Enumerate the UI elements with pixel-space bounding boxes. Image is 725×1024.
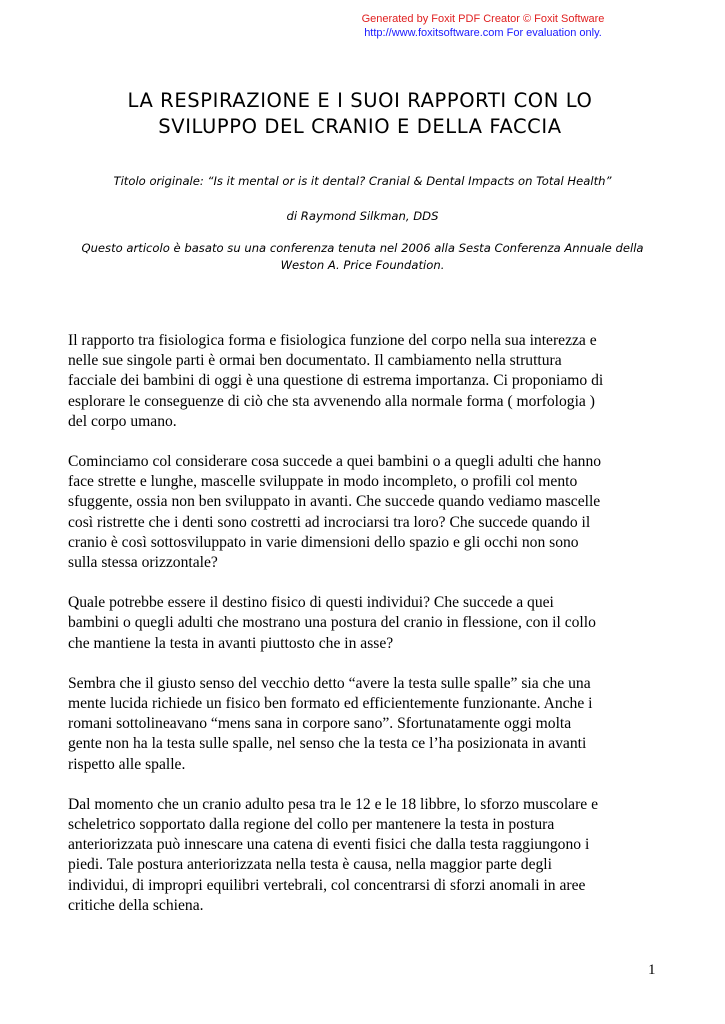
body-paragraph <box>68 674 668 775</box>
author-line <box>60 208 665 225</box>
paragraph-line: Cominciamo col considerare cosa succede a quei bambini o a quegli adulti che hanno <box>68 453 602 471</box>
paragraph-line: nelle sue singole parti è ormai ben documentato. Il cambiamento nella struttura <box>68 352 562 370</box>
paragraph-line: gente non ha la testa sulle spalle, nel senso che la testa ce l’ha posizionata in avanti <box>68 735 587 753</box>
paragraph-line: piedi. Tale postura anteriorizzata nella testa è causa, nella maggior parte degli <box>68 856 552 874</box>
paragraph-line: individui, di impropri equilibri vertebrali, col concentrarsi di sforzi anomali in aree <box>68 876 586 894</box>
paragraph-line: critiche della schiena. <box>68 896 204 914</box>
paragraph-line: mente lucida richiede un fisico ben formato ed efficientemente funzionante. Anche i <box>68 695 593 713</box>
title-line-1: LA RESPIRAZIONE E I SUOI RAPPORTI CON LO <box>127 89 593 112</box>
paragraph-line: scheletrico sopportato dalla regione del collo per mantenere la testa in postura <box>68 816 555 834</box>
source-note-line-2: Weston A. Price Foundation. <box>280 258 445 272</box>
paragraph-line: sfuggente, ossia non ben sviluppato in avanti. Che succede quando vediamo mascelle <box>68 493 601 511</box>
paragraph-line: Il rapporto tra fisiologica forma e fisiologica funzione del corpo nella sua interezza e <box>68 332 597 349</box>
paragraph-line: anteriorizzata può innescare una catena di eventi fisici che dalla testa raggiungono i <box>68 836 590 854</box>
body-paragraph <box>68 331 668 432</box>
article-body <box>68 331 668 936</box>
original-title <box>60 173 665 190</box>
foxit-watermark <box>333 12 633 40</box>
source-note-line-1: Questo articolo è basato su una conferenza tenuta nel 2006 alla Sesta Conferenza Annuale della <box>81 241 644 255</box>
source-note <box>60 240 665 274</box>
watermark-line-1: Generated by Foxit PDF Creator © Foxit Software <box>361 13 605 25</box>
body-paragraph <box>68 593 668 654</box>
paragraph-line: esplorare le conseguenze di ciò che sta avvenendo alla normale forma ( morfologia ) <box>68 392 595 410</box>
paragraph-line: Quale potrebbe essere il destino fisico di questi individui? Che succede a quei <box>68 594 554 612</box>
paragraph-line: sulla stessa orizzontale? <box>68 554 218 572</box>
author-text: di Raymond Silkman, DDS <box>286 209 439 223</box>
paragraph-line: Dal momento che un cranio adulto pesa tra le 12 e le 18 libbre, lo sforzo muscolare e <box>68 795 599 813</box>
paragraph-line: Sembra che il giusto senso del vecchio detto “avere la testa sulle spalle” sia che una <box>68 674 591 692</box>
paragraph-line: facciale dei bambini di oggi è una questione di estrema importanza. Ci proponiamo di <box>68 372 604 390</box>
paragraph-line: cranio è così sottosviluppato in varie dimensioni dello spazio e gli occhi non sono <box>68 533 579 551</box>
paragraph-line: del corpo umano. <box>68 412 177 430</box>
body-paragraph <box>68 452 668 573</box>
paragraph-line: che mantiene la testa in avanti piuttosto che in asse? <box>68 634 394 652</box>
paragraph-line: face strette e lunghe, mascelle sviluppate in modo incompleto, o profili col mento <box>68 473 578 491</box>
document-title <box>60 88 660 140</box>
paragraph-line: rispetto alle spalle. <box>68 755 186 773</box>
title-line-2: SVILUPPO DEL CRANIO E DELLA FACCIA <box>158 115 562 138</box>
paragraph-line: bambini o quegli adulti che mostrano una postura del cranio in flessione, con il collo <box>68 614 596 632</box>
paragraph-line: così ristrette che i denti sono costretti ad incrociarsi tra loro? Che succede quando il <box>68 513 591 531</box>
paragraph-line: romani sottolineavano “mens sana in corpore sano”. Sfortunatamente oggi molta <box>68 715 572 733</box>
page-number: 1 <box>648 962 656 978</box>
body-paragraph <box>68 795 668 916</box>
original-title-text: Titolo originale: “Is it mental or is it dental? Cranial & Dental Impacts on Total Health” <box>113 174 612 188</box>
watermark-line-2: http://www.foxitsoftware.com For evaluation only. <box>364 27 602 39</box>
